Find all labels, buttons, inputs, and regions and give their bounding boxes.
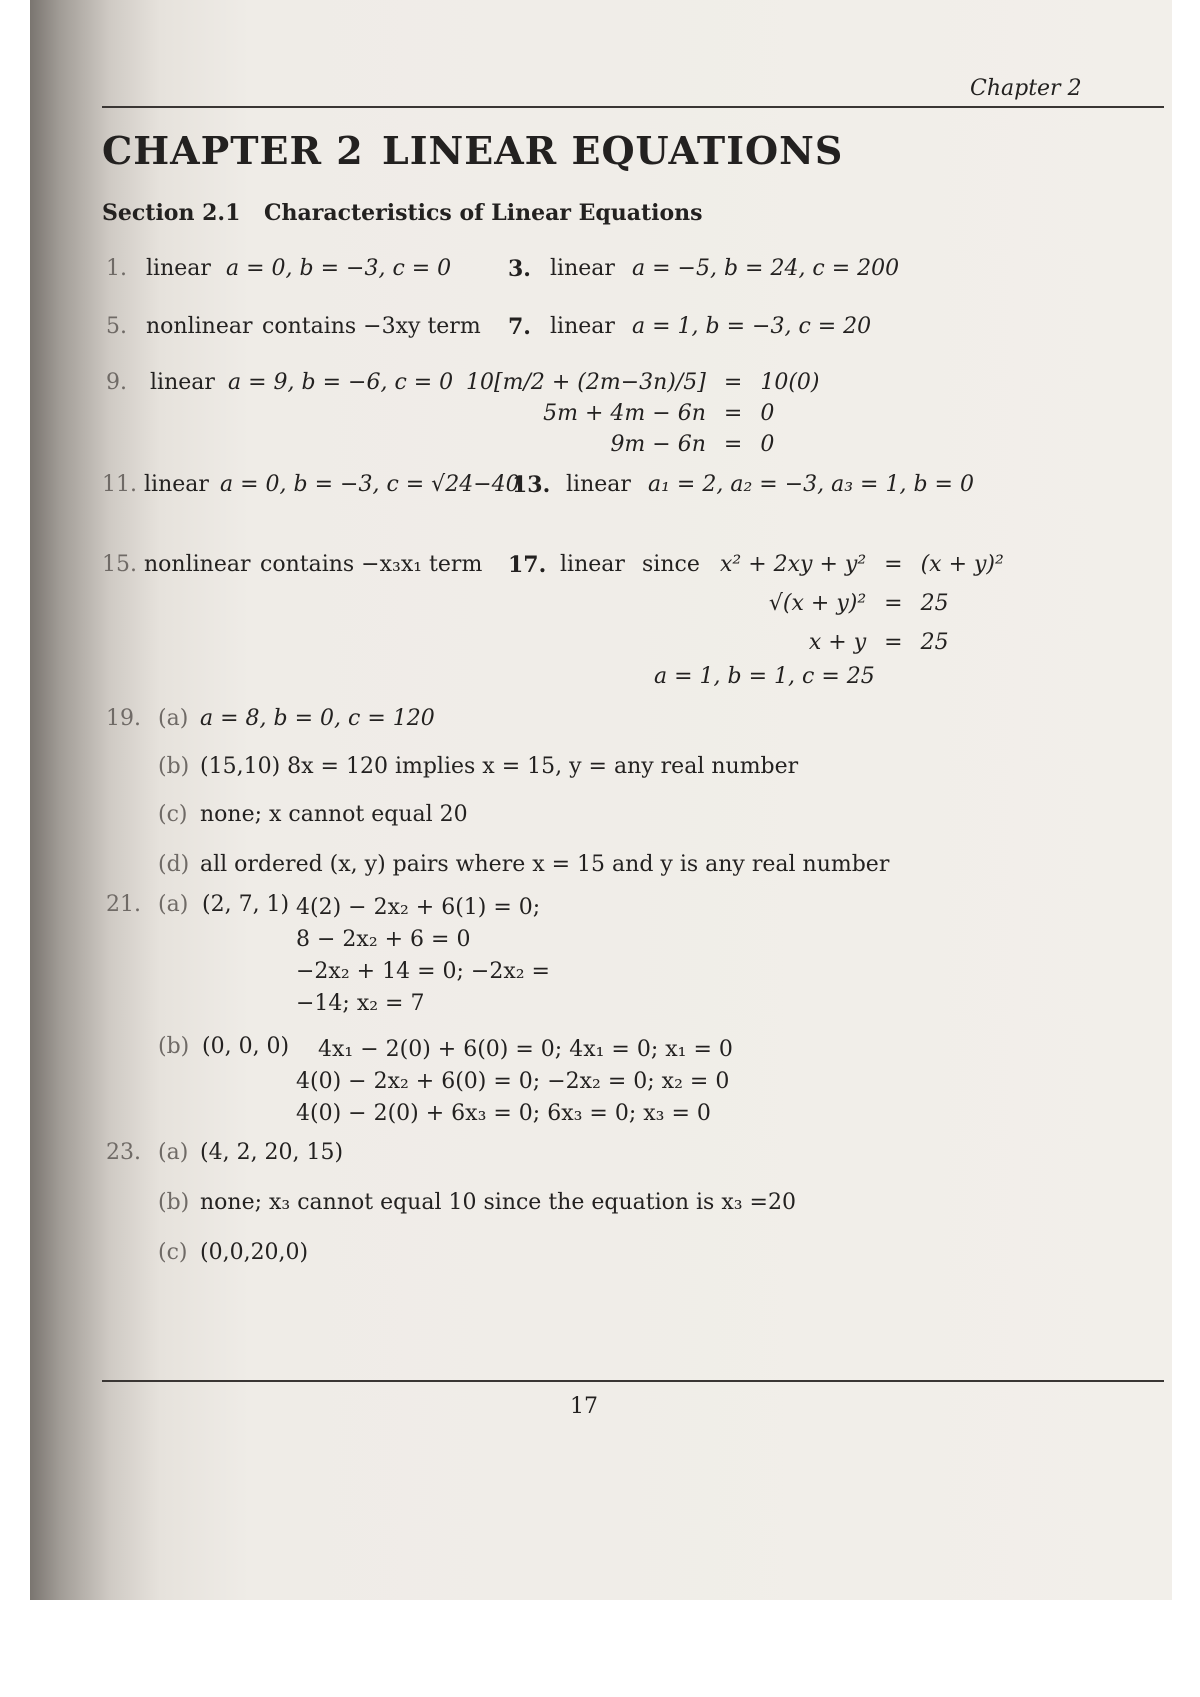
problem-9-derivation (466, 370, 820, 457)
equation-lhs: 5m + 4m − 6n (543, 401, 706, 426)
work-line: 4x₁ − 2(0) + 6(0) = 0; 4x₁ = 0; x₁ = 0 (318, 1037, 733, 1062)
equation-lhs: 10[m/2 + (2m−3n)/5] (466, 370, 706, 395)
problem-21b-work (296, 1034, 733, 1130)
part-text: (4, 2, 20, 15) (200, 1140, 344, 1165)
part-label: (b) (158, 1034, 190, 1059)
problem-type: linear (566, 472, 631, 497)
equation-lhs: x + y (808, 630, 867, 655)
problem-21a-work (296, 892, 550, 1020)
problem-type: nonlinear (144, 552, 251, 577)
part-label: (a) (158, 892, 189, 917)
part-text: a = 8, b = 0, c = 120 (200, 706, 435, 731)
footer-rule (102, 1380, 1164, 1382)
work-line: 4(0) − 2(0) + 6x₃ = 0; 6x₃ = 0; x₃ = 0 (296, 1101, 711, 1126)
problem-number: 19. (106, 706, 141, 731)
test-point: (0, 0, 0) (202, 1034, 290, 1059)
chapter-title: LINEAR EQUATIONS (382, 128, 844, 173)
equation-rhs: 10(0) (760, 370, 820, 395)
problem-detail: a = 0, b = −3, c = 0 (226, 256, 452, 281)
part-text: none; x cannot equal 20 (200, 802, 468, 827)
part-label: (b) (158, 754, 190, 779)
problem-detail: a = 0, b = −3, c = √24−40 (220, 472, 520, 497)
work-line: −14; x₂ = 7 (296, 991, 425, 1016)
section-title: Characteristics of Linear Equations (264, 200, 703, 226)
equals-sign: = (723, 370, 743, 395)
part-text: (15,10) 8x = 120 implies x = 15, y = any real number (200, 754, 799, 779)
equation-lhs: x² + 2xy + y² (720, 552, 867, 577)
equals-sign: = (723, 432, 743, 457)
problem-type: nonlinear (146, 314, 253, 339)
problem-17-derivation (720, 552, 1004, 655)
problem-number: 5. (106, 314, 127, 339)
equals-sign: = (884, 630, 903, 655)
equation-rhs: (x + y)² (920, 552, 1004, 577)
chapter-number: CHAPTER 2 (102, 128, 364, 173)
problem-type: linear (550, 256, 615, 281)
book-page (30, 0, 1172, 1600)
part-text: (0,0,20,0) (200, 1240, 309, 1265)
problem-type: linear (146, 256, 211, 281)
equation-lhs: √(x + y)² (768, 591, 867, 616)
equation-lhs: 9m − 6n (610, 432, 706, 457)
problem-type: linear (560, 552, 625, 577)
problem-detail: contains −x₃x₁ term (260, 552, 483, 577)
equals-sign: = (884, 552, 903, 577)
part-label: (d) (158, 852, 190, 877)
problem-number: 1. (106, 256, 127, 281)
problem-number: 13. (512, 472, 551, 498)
equation-rhs: 0 (760, 432, 775, 457)
since-word: since (642, 552, 700, 577)
header-rule (102, 106, 1164, 108)
problem-type: linear (150, 370, 215, 395)
part-label: (a) (158, 1140, 189, 1165)
problem-number: 15. (102, 552, 137, 577)
work-line: 4(0) − 2x₂ + 6(0) = 0; −2x₂ = 0; x₂ = 0 (296, 1069, 730, 1094)
part-label: (c) (158, 1240, 188, 1265)
work-line: 4(2) − 2x₂ + 6(1) = 0; (296, 895, 541, 920)
problem-detail: contains −3xy term (262, 314, 481, 339)
problem-number: 23. (106, 1140, 141, 1165)
problem-detail: a₁ = 2, a₂ = −3, a₃ = 1, b = 0 (648, 472, 974, 497)
problem-17-result: a = 1, b = 1, c = 25 (654, 664, 875, 689)
work-line: −2x₂ + 14 = 0; −2x₂ = (296, 959, 550, 984)
problem-number: 21. (106, 892, 141, 917)
equation-rhs: 25 (920, 591, 949, 616)
problem-type: linear (144, 472, 209, 497)
problem-number: 3. (508, 256, 531, 282)
part-label: (a) (158, 706, 189, 731)
part-label: (c) (158, 802, 188, 827)
equation-rhs: 0 (760, 401, 775, 426)
problem-number: 9. (106, 370, 127, 395)
equals-sign: = (884, 591, 903, 616)
work-line: 8 − 2x₂ + 6 = 0 (296, 927, 471, 952)
equation-rhs: 25 (920, 630, 949, 655)
problem-detail: a = 1, b = −3, c = 20 (632, 314, 872, 339)
problem-number: 7. (508, 314, 531, 340)
section-number: Section 2.1 (102, 200, 241, 226)
test-point: (2, 7, 1) (202, 892, 290, 917)
problem-detail: a = 9, b = −6, c = 0 (228, 370, 454, 395)
problem-number: 17. (508, 552, 547, 578)
equals-sign: = (723, 401, 743, 426)
running-head: Chapter 2 (970, 76, 1082, 101)
problem-detail: a = −5, b = 24, c = 200 (632, 256, 900, 281)
part-text: all ordered (x, y) pairs where x = 15 and y is any real number (200, 852, 890, 877)
page-number: 17 (570, 1394, 598, 1419)
part-label: (b) (158, 1190, 190, 1215)
part-text: none; x₃ cannot equal 10 since the equation is x₃ =20 (200, 1190, 796, 1215)
problem-type: linear (550, 314, 615, 339)
problem-number: 11. (102, 472, 137, 497)
